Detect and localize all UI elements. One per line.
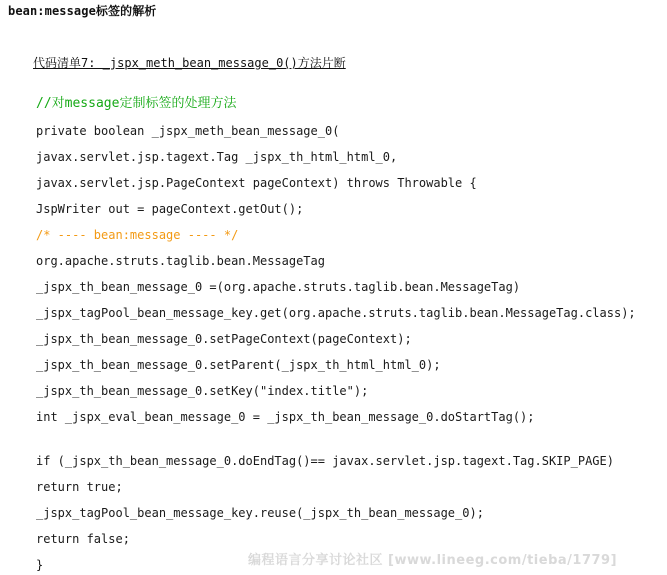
code-line: _jspx_tagPool_bean_message_key.reuse(_jspx_th_bean_message_0); (36, 506, 484, 520)
code-line: int _jspx_eval_bean_message_0 = _jspx_th_bean_message_0.doStartTag(); (36, 410, 535, 424)
code-line: _jspx_th_bean_message_0.setParent(_jspx_th_html_html_0); (36, 358, 441, 372)
code-line: javax.servlet.jsp.PageContext pageContext) throws Throwable { (36, 176, 477, 190)
section-heading: bean:message标签的解析 (8, 4, 157, 18)
code-line: org.apache.struts.taglib.bean.MessageTag (36, 254, 325, 268)
code-line: _jspx_th_bean_message_0.setKey("index.title"); (36, 384, 369, 398)
code-line: return true; (36, 480, 123, 494)
code-line: _jspx_th_bean_message_0.setPageContext(pageContext); (36, 332, 412, 346)
code-line: if (_jspx_th_bean_message_0.doEndTag()== javax.servlet.jsp.tagext.Tag.SKIP_PAGE) (36, 454, 614, 468)
watermark-text: 编程语言分享讨论社区 [www.lineeg.com/tieba/1779] (248, 553, 618, 568)
code-line-comment: /* ---- bean:message ---- */ (36, 228, 239, 242)
code-line: JspWriter out = pageContext.getOut(); (36, 202, 304, 216)
code-listing-caption: 代码清单7: _jspx_meth_bean_message_0()方法片断 (33, 56, 346, 70)
code-line: javax.servlet.jsp.tagext.Tag _jspx_th_html_html_0, (36, 150, 398, 164)
code-line-comment: //对message定制标签的处理方法 (36, 96, 237, 111)
code-line: _jspx_tagPool_bean_message_key.get(org.apache.struts.taglib.bean.MessageTag.class); (36, 306, 636, 320)
code-line: } (36, 558, 44, 572)
code-line: _jspx_th_bean_message_0 =(org.apache.struts.taglib.bean.MessageTag) (36, 280, 521, 294)
code-line: return false; (36, 532, 130, 546)
code-line: private boolean _jspx_meth_bean_message_0( (36, 124, 340, 138)
